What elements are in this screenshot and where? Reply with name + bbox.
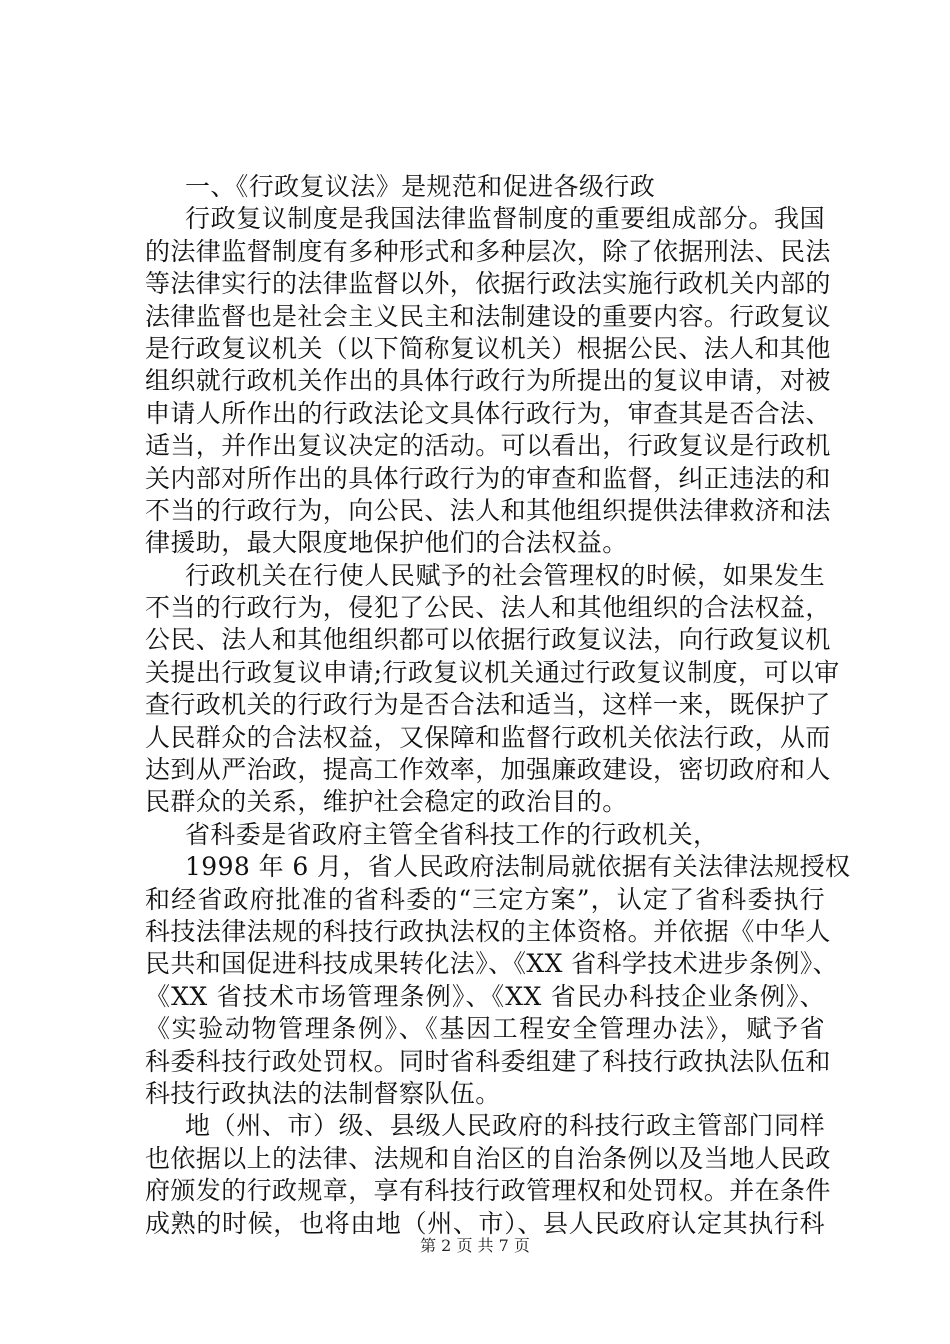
text-line: 地（州、市）级、县级人民政府的科技行政主管部门同样 xyxy=(185,1111,825,1141)
document-body xyxy=(145,171,851,1240)
text-line: 查行政机关的行政行为是否合法和适当，这样一来，既保护了 xyxy=(145,690,831,720)
text-line: 科委科技行政处罚权。同时省科委组建了科技行政执法队伍和 xyxy=(145,1046,831,1076)
text-line: 适当，并作出复议决定的活动。可以看出，行政复议是行政机 xyxy=(145,431,831,461)
text-line: 公民、法人和其他组织都可以依据行政复议法，向行政复议机 xyxy=(145,625,831,655)
text-line: 是行政复议机关（以下简称复议机关）根据公民、法人和其他 xyxy=(145,333,831,363)
text-line: 等法律实行的法律监督以外，依据行政法实施行政机关内部的 xyxy=(145,269,831,299)
text-line: 《XX 省技术市场管理条例》、《XX 省民办科技企业条例》、 xyxy=(145,981,825,1011)
text-line: 省科委是省政府主管全省科技工作的行政机关， xyxy=(185,819,719,849)
text-line: 行政复议制度是我国法律监督制度的重要组成部分。我国 xyxy=(185,204,825,234)
text-line: 不当的行政行为，侵犯了公民、法人和其他组织的合法权益， xyxy=(145,593,831,623)
page-footer: 第 2 页 共 7 页 xyxy=(420,1236,530,1255)
text-line: 申请人所作出的行政法论文具体行政行为，审查其是否合法、 xyxy=(145,398,831,428)
text-line: 人民群众的合法权益，又保障和监督行政机关依法行政，从而 xyxy=(145,722,831,752)
text-line: 组织就行政机关作出的具体行政行为所提出的复议申请，对被 xyxy=(145,366,831,396)
text-line: 府颁发的行政规章，享有科技行政管理权和处罚权。并在条件 xyxy=(145,1176,831,1206)
text-line: 《实验动物管理条例》、《基因工程安全管理办法》，赋予省 xyxy=(145,1014,825,1044)
text-line: 的法律监督制度有多种形式和多种层次，除了依据刑法、民法 xyxy=(145,236,831,266)
text-line: 民群众的关系，维护社会稳定的政治目的。 xyxy=(145,787,628,817)
text-line: 法律监督也是社会主义民主和法制建设的重要内容。行政复议 xyxy=(145,301,831,331)
text-line: 关内部对所作出的具体行政行为的审查和监督，纠正违法的和 xyxy=(145,463,831,493)
text-line: 1998 年 6 月，省人民政府法制局就依据有关法律法规授权 xyxy=(185,852,851,882)
text-line: 行政机关在行使人民赋予的社会管理权的时候，如果发生 xyxy=(185,560,825,590)
text-line: 科技行政执法的法制督察队伍。 xyxy=(145,1078,501,1108)
text-line: 也依据以上的法律、法规和自治区的自治条例以及当地人民政 xyxy=(145,1143,831,1173)
text-line: 和经省政府批准的省科委的“三定方案”，认定了省科委执行 xyxy=(145,884,825,914)
text-line: 不当的行政行为，向公民、法人和其他组织提供法律救济和法 xyxy=(145,495,831,525)
text-line: 成熟的时候，也将由地（州、市）、县人民政府认定其执行科 xyxy=(145,1208,825,1238)
text-line: 关提出行政复议申请;行政复议机关通过行政复议制度，可以审 xyxy=(145,657,840,687)
text-line: 科技法律法规的科技行政执法权的主体资格。并依据《中华人 xyxy=(145,916,831,946)
text-line: 达到从严治政，提高工作效率，加强廉政建设，密切政府和人 xyxy=(145,755,831,785)
text-line: 一、《行政复议法》是规范和促进各级行政 xyxy=(185,172,656,201)
text-line: 律援助，最大限度地保护他们的合法权益。 xyxy=(145,528,628,558)
text-line: 民共和国促进科技成果转化法》、《XX 省科学技术进步条例》、 xyxy=(145,949,839,979)
